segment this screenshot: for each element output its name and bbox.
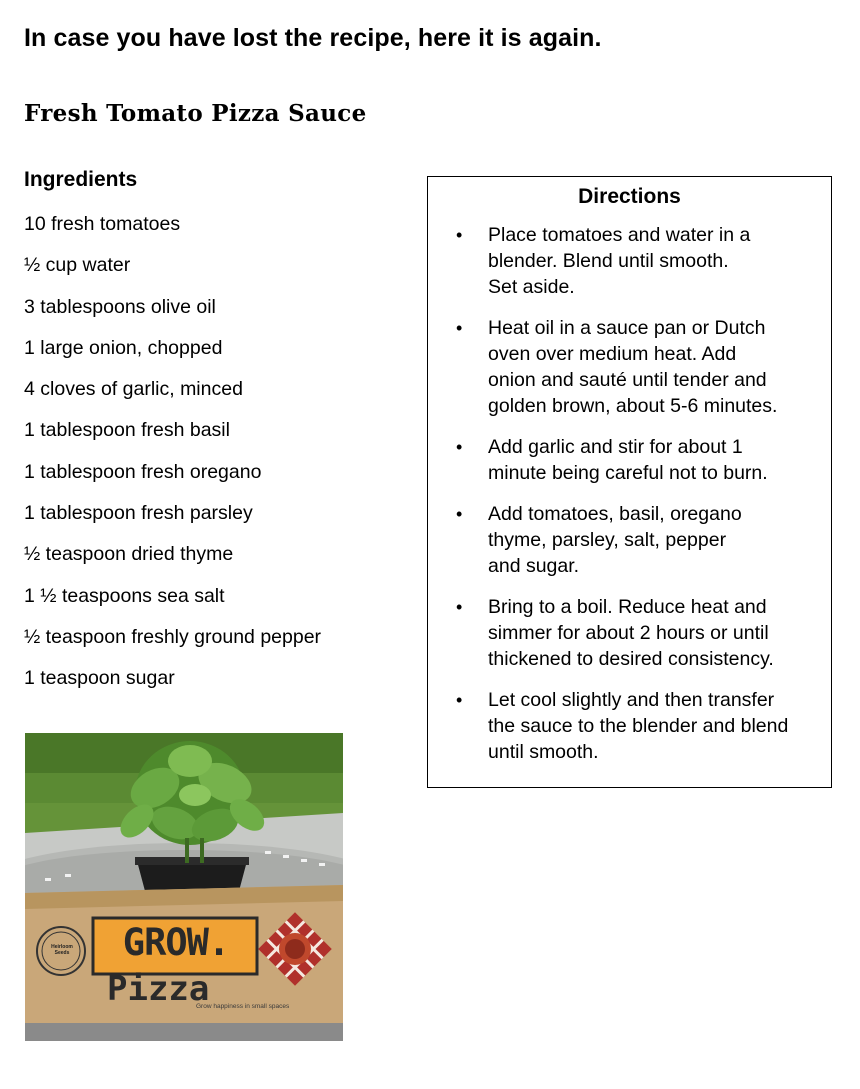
recipe-title: Fresh Tomato Pizza Sauce [24, 100, 367, 127]
bullet-icon: • [456, 504, 463, 524]
step-line: oven over medium heat. Add [488, 343, 737, 365]
step-line: Let cool slightly and then transfer [488, 689, 775, 711]
ingredients-list [24, 211, 321, 707]
step-line: until smooth. [488, 741, 599, 763]
ingredient-item: 1 tablespoon fresh parsley [24, 502, 253, 525]
ingredient-item: 3 tablespoons olive oil [24, 295, 216, 318]
intro-heading: In case you have lost the recipe, here it is again. [24, 24, 602, 52]
step-line: golden brown, about 5-6 minutes. [488, 395, 778, 417]
ingredient-item: 1 teaspoon sugar [24, 667, 175, 690]
step-line: simmer for about 2 hours or until [488, 622, 769, 644]
direction-step [428, 222, 831, 300]
tagline-text: Grow happiness in small spaces [196, 1003, 290, 1010]
ingredient-item: 1 large onion, chopped [24, 336, 223, 359]
ingredient-item: 1 tablespoon fresh basil [24, 419, 230, 442]
step-line: Set aside. [488, 276, 575, 298]
directions-heading: Directions [578, 185, 681, 208]
ingredient-item: 4 cloves of garlic, minced [24, 378, 243, 401]
seal-text: Heirloom Seeds [51, 944, 73, 956]
ingredient-item: 1 ½ teaspoons sea salt [24, 584, 225, 607]
ingredient-item: ½ teaspoon freshly ground pepper [24, 625, 322, 648]
step-line: blender. Blend until smooth. [488, 250, 729, 272]
step-line: Heat oil in a sauce pan or Dutch [488, 317, 766, 339]
step-line: thyme, parsley, salt, pepper [488, 529, 727, 551]
step-line: the sauce to the blender and blend [488, 715, 789, 737]
basil-kit-photo [25, 733, 343, 1041]
bullet-icon: • [456, 597, 463, 617]
step-line: Add garlic and stir for about 1 [488, 436, 743, 458]
bullet-icon: • [456, 225, 463, 245]
step-line: thickened to desired consistency. [488, 648, 774, 670]
step-line: Add tomatoes, basil, oregano [488, 503, 742, 525]
direction-step [428, 501, 831, 579]
direction-step [428, 687, 831, 765]
step-line: minute being careful not to burn. [488, 462, 768, 484]
bullet-icon: • [456, 318, 463, 338]
step-line: onion and sauté until tender and [488, 369, 767, 391]
step-line: and sugar. [488, 555, 580, 577]
directions-list [428, 222, 831, 765]
directions-box [427, 176, 832, 788]
direction-step [428, 594, 831, 672]
pot-icon [137, 861, 247, 891]
step-line: Place tomatoes and water in a [488, 224, 751, 246]
ingredient-item: 1 tablespoon fresh oregano [24, 460, 262, 483]
step-line: Bring to a boil. Reduce heat and [488, 596, 767, 618]
brand-text: GROW. [122, 921, 230, 964]
ingredient-item: 10 fresh tomatoes [24, 213, 181, 235]
bullet-icon: • [456, 437, 463, 457]
direction-step [428, 434, 831, 486]
bullet-icon: • [456, 690, 463, 710]
ingredient-item: ½ cup water [24, 254, 131, 277]
direction-step [428, 315, 831, 419]
ingredient-item: ½ teaspoon dried thyme [24, 543, 234, 566]
ingredients-heading: Ingredients [24, 168, 138, 191]
product-text: Pizza [107, 969, 210, 1009]
